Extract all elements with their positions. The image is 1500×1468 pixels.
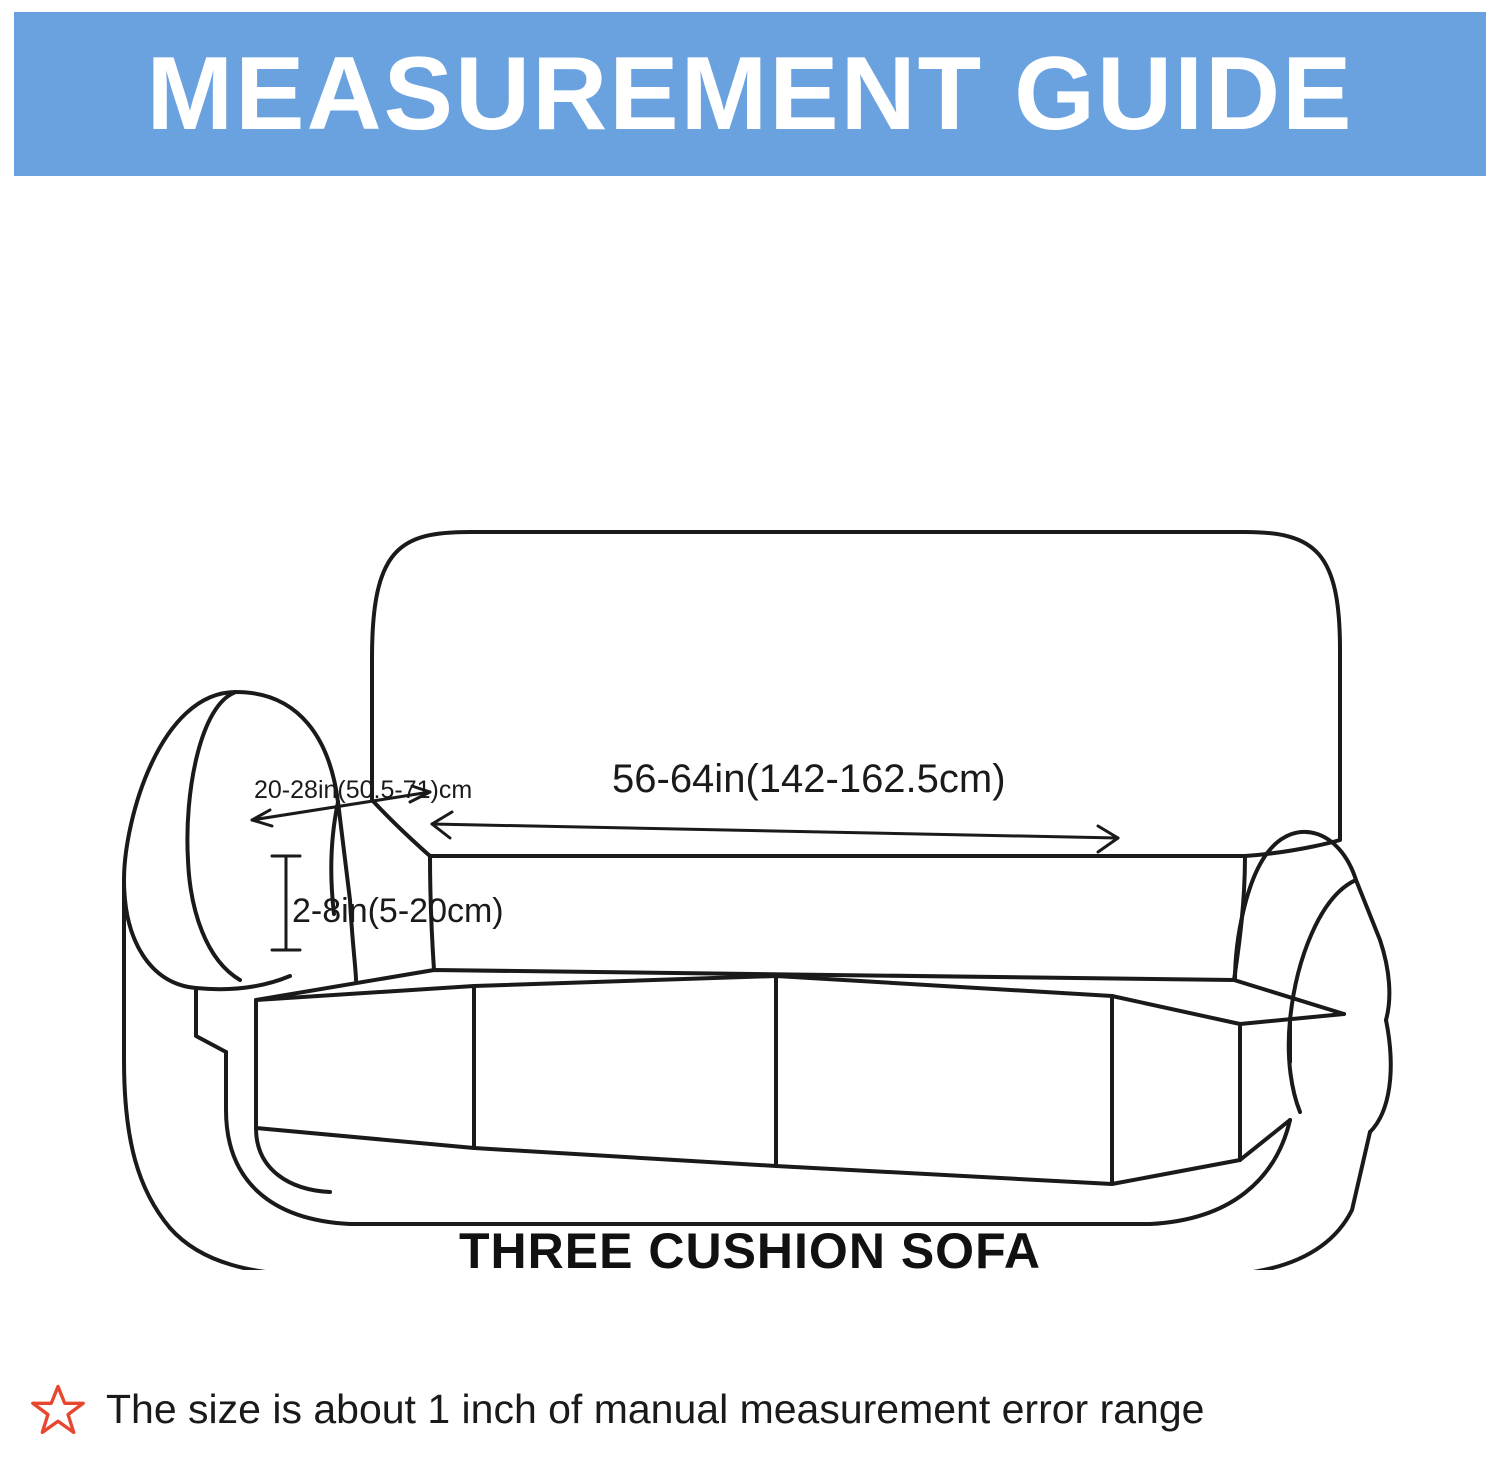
cushion-right [776, 976, 1112, 1184]
right-arm-roll-top [1235, 832, 1389, 1020]
sofa-backrest [372, 532, 1340, 856]
sofa-base-top-edge [226, 1110, 1290, 1224]
diagram-caption: THREE CUSHION SOFA [459, 1223, 1041, 1279]
header-banner [14, 12, 1486, 176]
left-arm-front-edge [196, 988, 226, 1052]
cushion-height-label: 2-8in(5-20cm) [292, 892, 504, 930]
sofa-line-drawing [0, 180, 1500, 1270]
left-arm-roll-inner [187, 692, 240, 980]
cushion-left [256, 986, 474, 1148]
page-title: MEASUREMENT GUIDE [146, 36, 1354, 152]
seat-front-left [256, 1128, 330, 1192]
left-arm-roll-bottom [124, 880, 290, 989]
sofa-diagram [0, 180, 1500, 1270]
seat-width-dimension-line [432, 824, 1118, 838]
right-arm-roll-bottom [1370, 1020, 1391, 1132]
star-icon [30, 1382, 86, 1438]
footer-note-text: The size is about 1 inch of manual measurement error range [106, 1386, 1205, 1433]
seat-depth-label: 20-28in(50.5-71)cm [254, 776, 473, 804]
seat-right-side [1112, 996, 1240, 1160]
left-arm-roll-top [124, 692, 356, 980]
right-arm-roll-inner [1289, 880, 1356, 1112]
footer-note [30, 1382, 1480, 1438]
cushion-center [474, 976, 776, 1166]
seat-width-label: 56-64in(142-162.5cm) [612, 757, 1006, 801]
